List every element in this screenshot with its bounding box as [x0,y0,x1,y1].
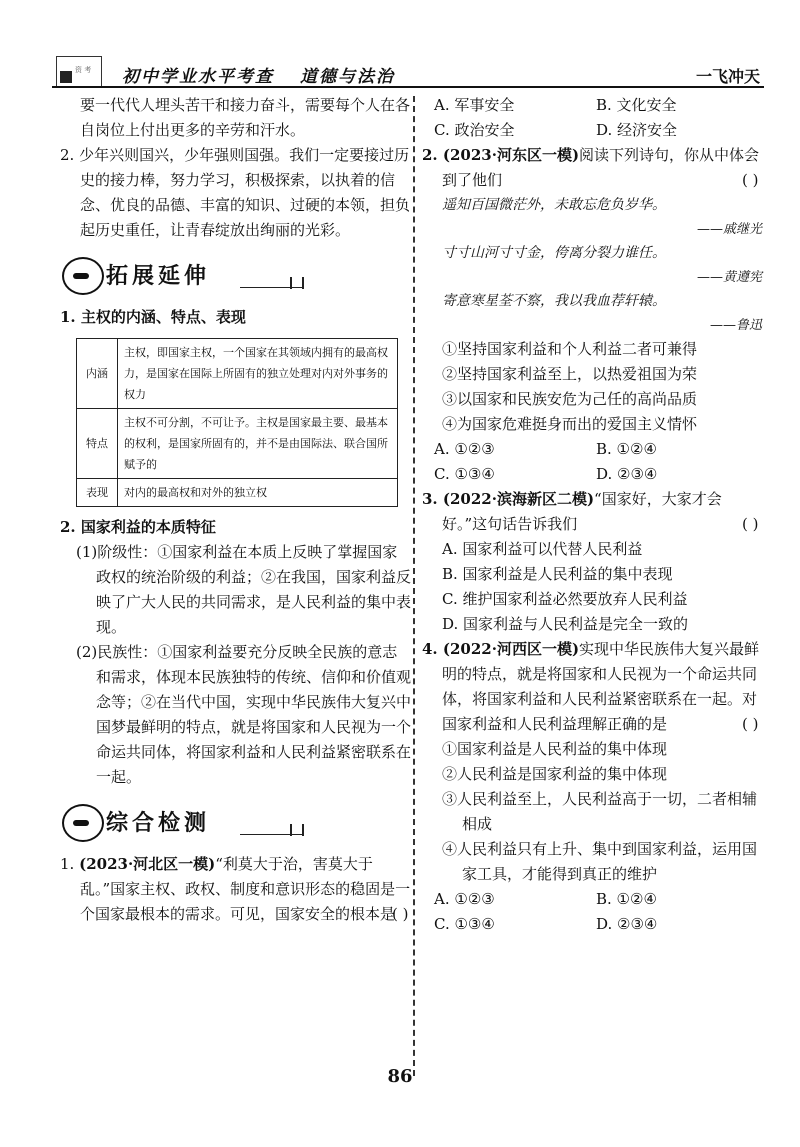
statement-item: ②坚持国家利益至上，以热爱祖国为荣 [442,365,698,383]
topic-title-national-interest: 2. 国家利益的本质特征 [60,518,216,536]
table-cell: 主权不可分割，不可让予。主权是国家最主要、最基本的权利，是国家所固有的，并不是由国际法、联合国所赋予的 [118,409,398,479]
section-ticks-icon [290,277,304,289]
topic-title-sovereignty: 1. 主权的内涵、特点、表现 [60,308,246,326]
statement-item: ①国家利益是人民利益的集中体现 [442,740,668,758]
section-title: 综合检测 [106,810,211,836]
option-d[interactable]: D. 国家利益与人民利益是完全一致的 [442,615,689,633]
page-number: 86 [387,1066,413,1087]
question-2: 2. (2023·河东区一模)阅读下列诗句，你从中体会到了他们 ( ) [422,146,760,189]
left-column [60,93,412,927]
section-title: 拓展延伸 [106,263,211,289]
table-row [77,479,398,507]
options-row [422,118,762,143]
statement-item: ③人民利益至上，人民利益高于一切，二者相辅相成 [442,790,758,833]
statement-item: ④为国家危难挺身而出的爱国主义情怀 [442,415,698,433]
right-column [422,93,762,937]
book-title: 初中学业水平考查 [122,67,274,87]
option-d[interactable]: D. 经济安全 [596,121,678,139]
option-a[interactable]: A. ①②③ [434,440,495,458]
section-header-extension [60,255,412,295]
option-b[interactable]: B. ①②④ [596,890,657,908]
poem-line: 寸寸山河寸寸金，侉离分裂力谁任。 [442,245,666,261]
table-label: 特点 [77,409,118,479]
options-row [422,437,762,462]
poem-line: 遥知百国微茫外，未敢忘危负岁华。 [442,197,666,213]
question-text: 阅读下列诗句，你从中体会到了他们 [442,146,760,189]
question-4: 4. (2022·河西区一模)实现中华民族伟大复兴最鲜明的特点，就是将国家和人民视为一个命运共同体，将国家利益和人民利益紧密联系在一起。对国家利益和人民利益理解正确的是 ( ) [422,640,760,733]
option-b[interactable]: B. 文化安全 [596,96,677,114]
logo-icon [56,56,102,88]
brand-name: 一飞冲天 [695,67,760,86]
section-ticks-icon [290,824,304,836]
option-a[interactable]: A. ①②③ [434,890,495,908]
question-text: “利莫大于治，害莫大于乱。”国家主权、政权、制度和意识形态的稳固是一个国家最根本的需求。可见，国家安全的根本是 [80,855,411,923]
question-text: “国家好，大家才会好。”这句话告诉我们 [442,490,722,533]
option-b[interactable]: B. ①②④ [596,440,657,458]
question-3: 3. (2022·滨海新区二模)“国家好，大家才会好。”这句话告诉我们 ( ) [422,490,759,533]
paragraph-national-nature: (2)民族性：①国家利益要充分反映全民族的意志和需求，体现本民族独特的传统、信仰和价值观念等；②在当代中国，实现中华民族伟大复兴中国梦最鲜明的特点，就是将国家和人民视为一个命运共同体，将国家利益和人民利益紧密联系在一起。 [76,643,412,786]
table-label: 内涵 [77,339,118,409]
poem-author: ——黄遵宪 [696,270,762,285]
table-label: 表现 [77,479,118,507]
poem-line: 寄意寒星荃不察，我以我血荐轩辕。 [442,293,666,309]
page-header [52,52,764,88]
statement-item: ①坚持国家利益和个人利益二者可兼得 [442,340,698,358]
column-divider [413,96,415,1076]
header-rule [52,86,764,88]
table-row [77,339,398,409]
option-c[interactable]: C. ①③④ [434,915,495,933]
poem-author: ——鲁迅 [709,318,762,333]
question-1: 1. (2023·河北区一模)“利莫大于治，害莫大于乱。”国家主权、政权、制度和意识形态的稳固是一个国家最根本的需求。可见，国家安全的根本是 ( ) [60,855,411,923]
logo-mini-text: 资 考 [75,66,92,74]
options-row [422,93,762,118]
option-a[interactable]: A. 军事安全 [434,96,515,114]
question-source: 4. (2022·河西区一模) [422,640,580,658]
option-d[interactable]: D. ②③④ [596,465,658,483]
hand-icon [62,257,104,295]
table-cell: 对内的最高权和对外的独立权 [118,479,398,507]
option-b[interactable]: B. 国家利益是人民利益的集中表现 [442,565,673,583]
subject-title: 道德与法治 [300,67,395,87]
person-icon [62,804,104,842]
options-row [422,462,762,487]
statement-item: ③以国家和民族安危为己任的高尚品质 [442,390,698,408]
poem-author: ——戚继光 [696,222,762,237]
option-c[interactable]: C. 维护国家利益必然要放弃人民利益 [442,590,688,608]
question-text: 实现中华民族伟大复兴最鲜明的特点，就是将国家和人民视为一个命运共同体，将国家利益和人民利益紧密联系在一起。对国家利益和人民利益理解正确的是 [442,640,760,733]
statement-item: ④人民利益只有上升、集中到国家利益，运用国家工具，才能得到真正的维护 [442,840,758,883]
continued-paragraph: 要一代代人埋头苦干和接力奋斗，需要每个人在各自岗位上付出更多的辛劳和汗水。 [80,96,411,139]
paragraph-item-2: 2. 少年兴则国兴，少年强则国强。我们一定要接过历史的接力棒，努力学习，积极探索，以执着的信念、优良的品德、丰富的知识、过硬的本领，担负起历史重任，让青春绽放出绚丽的光彩。 [60,146,411,239]
question-source: (2023·河北区一模) [79,855,216,873]
statement-item: ②人民利益是国家利益的集中体现 [442,765,668,783]
table-row [77,409,398,479]
option-c[interactable]: C. ①③④ [434,465,495,483]
option-c[interactable]: C. 政治安全 [434,121,515,139]
sovereignty-table [76,338,398,507]
options-row [422,912,762,937]
paragraph-class-nature: (1)阶级性：①国家利益在本质上反映了掌握国家政权的统治阶级的利益；②在我国，国家利益反映了广大人民的共同需求，是人民利益的集中表现。 [76,543,412,636]
section-header-test [60,802,412,842]
question-source: 2. (2023·河东区一模) [422,146,580,164]
table-cell: 主权，即国家主权，一个国家在其领域内拥有的最高权力，是国家在国际上所固有的独立处理对内对外事务的权力 [118,339,398,409]
question-source: 3. (2022·滨海新区二模) [422,490,595,508]
options-row [422,887,762,912]
option-d[interactable]: D. ②③④ [596,915,658,933]
option-a[interactable]: A. 国家利益可以代替人民利益 [442,540,643,558]
